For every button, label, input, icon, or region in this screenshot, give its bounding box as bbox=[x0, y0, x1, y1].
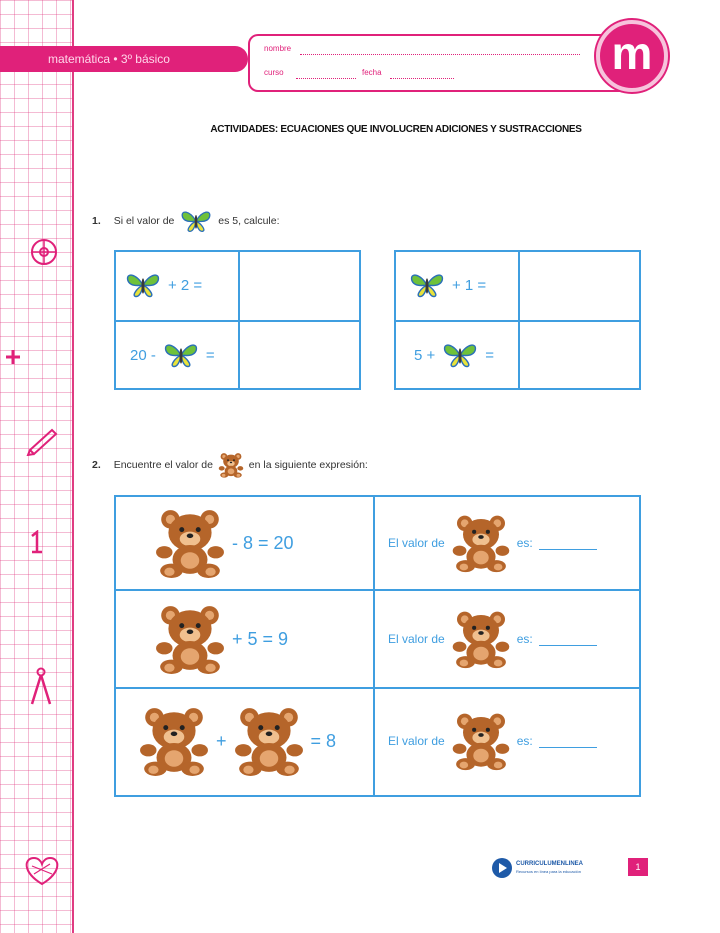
flower-doodle-icon bbox=[28, 236, 64, 268]
question-text: es 5, calcule: bbox=[218, 214, 280, 227]
brand-subtitle: Recursos en línea para la educación bbox=[516, 869, 581, 874]
fecha-label: fecha bbox=[362, 68, 382, 77]
page-number: 1 bbox=[628, 858, 648, 876]
question-text: Si el valor de bbox=[113, 214, 175, 227]
expression bbox=[154, 507, 294, 579]
question-text: Encuentre el valor de bbox=[113, 458, 213, 471]
teddy-bear-icon bbox=[218, 452, 244, 478]
nombre-label: nombre bbox=[264, 44, 292, 53]
page-title: ACTIVIDADES: ECUACIONES QUE INVOLUCREN ADICIONES Y SUSTRACCIONES bbox=[210, 124, 582, 135]
answer-blank[interactable] bbox=[539, 633, 597, 646]
answer-box[interactable] bbox=[520, 322, 639, 388]
play-icon bbox=[492, 858, 512, 878]
expression bbox=[414, 340, 494, 370]
answer-line: El valor de es: bbox=[388, 609, 597, 669]
teddy-bear-icon bbox=[138, 705, 210, 777]
answer-box[interactable] bbox=[240, 322, 359, 388]
expression-text: + 1 = bbox=[452, 276, 487, 294]
fecha-field[interactable] bbox=[390, 78, 454, 79]
pencil-doodle-icon bbox=[26, 424, 58, 456]
butterfly-icon bbox=[441, 340, 479, 370]
answer-line: El valor de es: bbox=[388, 711, 597, 771]
question-number: 1. bbox=[92, 214, 101, 227]
expression-text: 5 + bbox=[414, 346, 436, 364]
one-doodle-icon bbox=[28, 530, 44, 554]
butterfly-icon bbox=[179, 208, 213, 234]
teddy-bear-icon bbox=[233, 705, 305, 777]
q1-right-table bbox=[394, 250, 641, 390]
expression-text: + bbox=[216, 730, 227, 751]
subject-logo: m bbox=[596, 20, 668, 92]
nombre-field[interactable] bbox=[300, 54, 580, 55]
answer-line: El valor de es: bbox=[388, 513, 597, 573]
teddy-bear-icon bbox=[451, 513, 511, 573]
expression bbox=[130, 340, 215, 370]
expression bbox=[138, 705, 336, 777]
expression-text: 20 - bbox=[130, 346, 156, 364]
teddy-bear-icon bbox=[451, 711, 511, 771]
teddy-bear-icon bbox=[154, 603, 226, 675]
butterfly-icon bbox=[162, 340, 200, 370]
heart-doodle-icon bbox=[20, 852, 64, 888]
q1-left-table bbox=[114, 250, 361, 390]
question-text: en la siguiente expresión: bbox=[248, 458, 368, 471]
expression-text: = bbox=[205, 346, 215, 364]
answer-blank[interactable] bbox=[539, 537, 597, 550]
answer-box[interactable] bbox=[520, 252, 639, 320]
teddy-bear-icon bbox=[451, 609, 511, 669]
expression-text: + 2 = bbox=[168, 276, 203, 294]
question-number: 2. bbox=[92, 458, 101, 471]
curso-label: curso bbox=[264, 68, 284, 77]
q2-table bbox=[114, 495, 641, 797]
footer-brand bbox=[492, 858, 583, 878]
expression-text: = 8 bbox=[310, 730, 337, 751]
curso-field[interactable] bbox=[296, 78, 356, 79]
compass-doodle-icon bbox=[28, 666, 54, 708]
expression-text: = bbox=[485, 346, 495, 364]
butterfly-icon bbox=[408, 270, 446, 300]
expression bbox=[154, 603, 288, 675]
brand-name: CURRICULUMENLINEA bbox=[516, 861, 583, 867]
answer-box[interactable] bbox=[240, 252, 359, 320]
plus-doodle-icon bbox=[4, 348, 22, 366]
butterfly-icon bbox=[124, 270, 162, 300]
expression-text: + 5 = 9 bbox=[232, 628, 289, 649]
expression bbox=[408, 270, 486, 300]
expression-text: - 8 = 20 bbox=[232, 532, 294, 553]
answer-blank[interactable] bbox=[539, 735, 597, 748]
teddy-bear-icon bbox=[154, 507, 226, 579]
question-2 bbox=[92, 452, 368, 478]
grid-margin bbox=[0, 0, 74, 933]
student-info-box bbox=[248, 34, 652, 92]
question-1 bbox=[92, 208, 280, 234]
expression bbox=[124, 270, 202, 300]
subject-label: matemática • 3º básico bbox=[48, 52, 170, 66]
